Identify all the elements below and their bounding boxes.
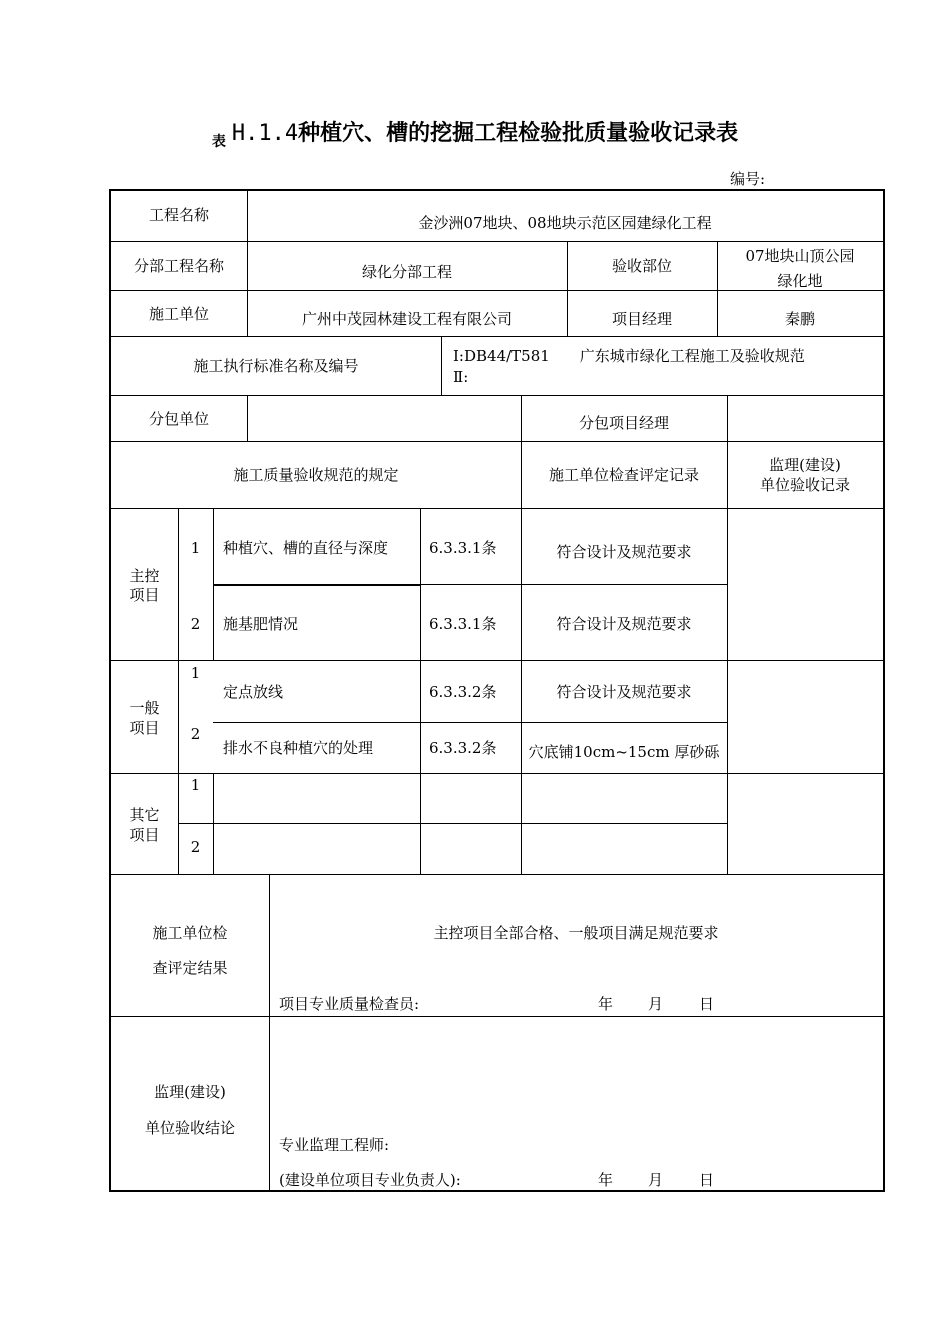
other-items-label-line2: 项目 <box>129 826 160 844</box>
subcontractor-label: 分包单位 <box>148 410 209 428</box>
contractor-conclusion: 主控项目全部合格、一般项目满足规范要求 <box>433 924 719 942</box>
supervision-date-year: 年 <box>598 1171 614 1189</box>
general-item-2-no: 2 <box>190 725 201 743</box>
main-item-1-record: 符合设计及规范要求 <box>556 543 692 561</box>
acceptance-form <box>109 189 885 1192</box>
general-items-label-line2: 项目 <box>129 719 160 737</box>
main-item-2-no: 2 <box>190 615 201 633</box>
other-item-2-no: 2 <box>190 838 201 856</box>
main-item-1-no: 1 <box>190 539 201 557</box>
other-items-label-line1: 其它 <box>129 806 160 824</box>
project-name-label: 工程名称 <box>148 206 209 224</box>
page-title <box>0 116 950 151</box>
contractor-date-month: 月 <box>648 995 664 1013</box>
contractor-label: 施工单位 <box>148 305 209 323</box>
main-item-2-name: 施基肥情况 <box>223 615 299 633</box>
quality-inspector-label: 项目专业质量检查员: <box>279 995 420 1013</box>
standard-line1: Ⅰ:DB44/T581 广东城市绿化工程施工及验收规范 <box>453 347 805 365</box>
main-item-2-clause: 6.3.3.1条 <box>429 615 497 633</box>
standard-label: 施工执行标准名称及编号 <box>193 357 359 375</box>
check-column-header: 施工单位检查评定记录 <box>548 466 699 484</box>
general-item-2-name: 排水不良种植穴的处理 <box>223 739 374 757</box>
contractor-date-day: 日 <box>699 995 715 1013</box>
main-item-2-record: 符合设计及规范要求 <box>556 615 692 633</box>
contractor-result-label-line1: 施工单位检 <box>152 924 228 942</box>
supervision-date-day: 日 <box>699 1171 715 1189</box>
main-item-1-clause: 6.3.3.1条 <box>429 539 497 557</box>
spec-column-header: 施工质量验收规范的规定 <box>233 466 399 484</box>
main-item-1-name: 种植穴、槽的直径与深度 <box>223 539 389 557</box>
sub-project-value: 绿化分部工程 <box>361 263 452 281</box>
doc-number-label: 编号: <box>730 170 766 188</box>
title-code: H.1.4 <box>231 121 299 146</box>
title-prefix: 表 <box>211 134 226 150</box>
supervision-result-label-line2: 单位验收结论 <box>144 1119 235 1137</box>
acceptance-part-line1: 07地块山顶公园 <box>745 247 855 265</box>
title-name: 种植穴、槽的挖掘工程检验批质量验收记录表 <box>298 121 739 146</box>
general-item-1-record: 符合设计及规范要求 <box>556 683 692 701</box>
general-items-label-line1: 一般 <box>129 699 160 717</box>
sub-manager-label: 分包项目经理 <box>578 414 669 432</box>
sub-project-label: 分部工程名称 <box>133 257 224 275</box>
general-item-1-no: 1 <box>190 664 201 682</box>
general-item-1-clause: 6.3.3.2条 <box>429 683 497 701</box>
acceptance-part-line2: 绿化地 <box>777 272 823 290</box>
general-item-1-name: 定点放线 <box>223 683 284 701</box>
other-item-1-no: 1 <box>190 776 201 794</box>
general-item-2-clause: 6.3.3.2条 <box>429 739 497 757</box>
main-items-label-line1: 主控 <box>129 567 160 585</box>
acceptance-part-label: 验收部位 <box>611 257 672 275</box>
supervision-column-header-line1: 监理(建设) <box>769 456 841 474</box>
supervision-date-month: 月 <box>648 1171 664 1189</box>
owner-responsible-label: (建设单位项目专业负责人): <box>279 1171 461 1189</box>
supervision-engineer-label: 专业监理工程师: <box>279 1136 390 1154</box>
main-items-label-line2: 项目 <box>129 586 160 604</box>
general-item-2-record: 穴底铺10cm~15cm 厚砂砾 <box>528 743 720 761</box>
contractor-date-year: 年 <box>598 995 614 1013</box>
contractor-result-label-line2: 查评定结果 <box>152 959 228 977</box>
supervision-result-label-line1: 监理(建设) <box>154 1083 226 1101</box>
contractor-value: 广州中茂园林建设工程有限公司 <box>301 310 512 328</box>
project-name-value: 金沙洲07地块、08地块示范区园建绿化工程 <box>418 214 712 232</box>
manager-value: 秦鹏 <box>784 310 815 328</box>
standard-line2: Ⅱ: <box>453 368 469 386</box>
supervision-column-header-line2: 单位验收记录 <box>759 476 850 494</box>
manager-label: 项目经理 <box>611 310 672 328</box>
